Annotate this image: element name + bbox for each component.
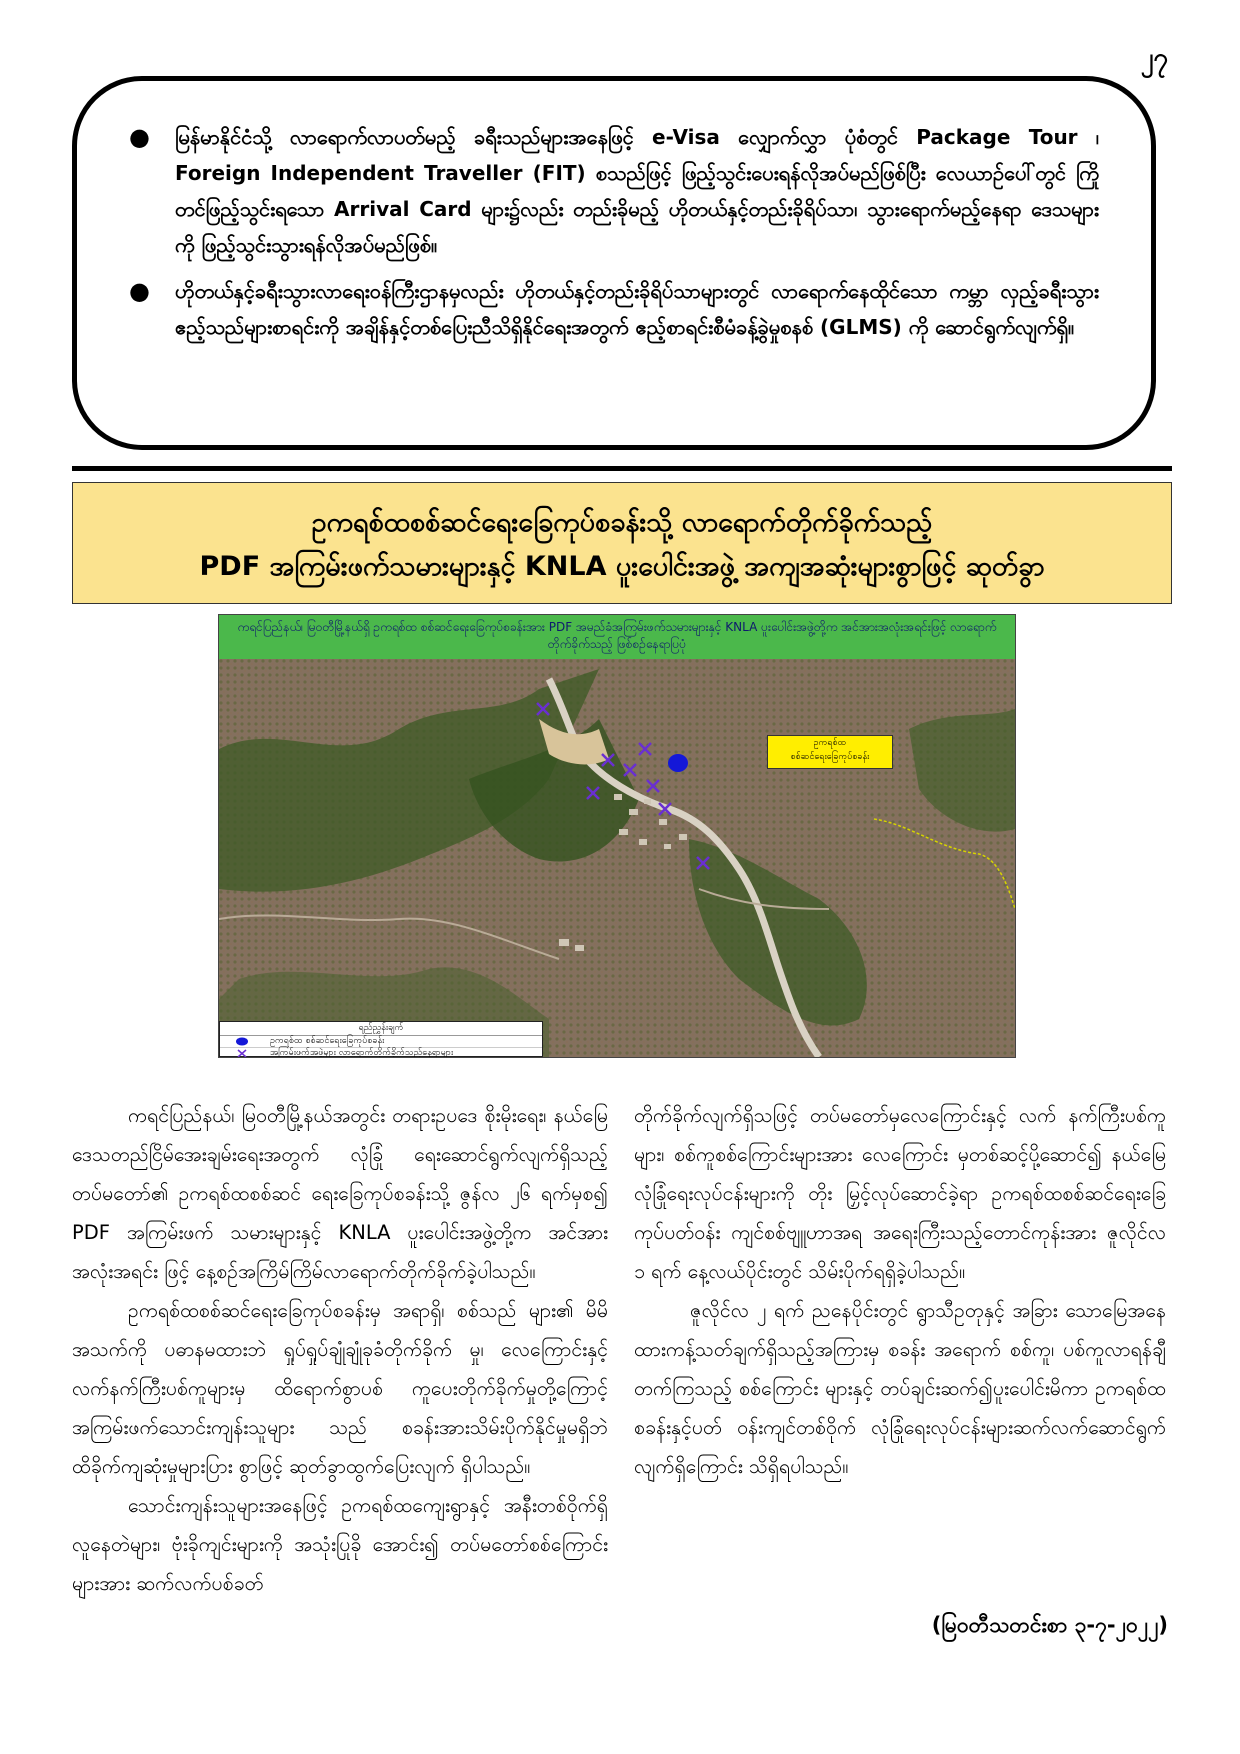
map-figure [218,614,1016,1058]
notice-item [125,273,1099,345]
notice-box [72,76,1156,450]
legend-title: ရည်ညွှန်းချက် [220,1022,542,1036]
cross-marker-icon [232,1049,252,1058]
headline-line-2: PDF အကြမ်းဖက်သမားများနှင့် KNLA ပူးပေါင်းအဖွဲ့ အကျအဆုံးများစွာဖြင့် ဆုတ်ခွာ [199,551,1045,582]
notice-text: ဟိုတယ်နှင့်ခရီးသွားလာရေးဝန်ကြီးဌာနမှလည်း ဟိုတယ်နှင့်တည်းခိုရိပ်သာများတွင် လာရောက်နေထိုင်သော ကမ္ဘာ လှည့်ခရီးသွားဧည့်သည်များစာရင်းကို အချိန်နှင့်တစ်ပြေးညီသိရှိနိုင်ရေးအတွက် ဧည့်စာရင်းစီမံခန့်ခွဲမှုစနစ် (GLMS) ကို ဆောင်ရွက်လျက်ရှိ။ [175,279,1099,339]
article-paragraph: ကရင်ပြည်နယ်၊ မြဝတီမြို့နယ်အတွင်း တရားဥပဒေ စိုးမိုးရေး၊ နယ်မြေဒေသတည်ငြိမ်အေးချမ်းရေးအတွက် လုံခြုံ ရေးဆောင်ရွက်လျက်ရှိသည့် တပ်မတော်၏ ဥကရစ်ထစစ်ဆင် ရေးခြေကုပ်စခန်းသို့ ဇွန်လ ၂၆ ရက်မှစ၍ PDF အကြမ်းဖက် သမားများနှင့် KNLA ပူးပေါင်းအဖွဲ့တို့က အင်အားအလုံးအရင်း ဖြင့် နေ့စဉ်အကြိမ်ကြိမ်လာရောက်တိုက်ခိုက်ခဲ့ပါသည်။ [72,1104,608,1283]
section-divider [72,466,1172,471]
legend-row [220,1036,542,1048]
camp-label-line-1: ဥကရစ်ထ [813,738,847,748]
article-column-right [634,1096,1166,1486]
legend-row [220,1048,542,1058]
map-caption: ကရင်ပြည်နယ်၊ မြဝတီမြို့နယ်ရှိ ဥကရစ်ထ စစ်ဆင်ရေးခြေကုပ်စခန်းအား PDF အမည်ခံအကြမ်းဖက်သမားများနှင့် KNLA ပူးပေါင်းအဖွဲ့တို့က အင်အားအလုံးအရင်းဖြင့် လာရောက်တိုက်ခိုက်သည့် ဖြစ်စဉ်နေရာပြပုံ [219,615,1015,659]
headline-line-1: ဥကရစ်ထစစ်ဆင်ရေးခြေကုပ်စခန်းသို့ လာရောက်တိုက်ခိုက်သည့် [311,507,933,538]
article-paragraph: တိုက်ခိုက်လျက်ရှိသဖြင့် တပ်မတော်မှလေကြောင်းနှင့် လက် နက်ကြီးပစ်ကူများ၊ စစ်ကူစစ်ကြောင်းများအား လေကြောင်း မှတစ်ဆင့်ပို့ဆောင်၍ နယ်မြေလုံခြုံရေးလုပ်ငန်းများကို တိုး မြှင့်လုပ်ဆောင်ခဲ့ရာ ဥကရစ်ထစစ်ဆင်ရေးခြေကုပ်ပတ်ဝန်း ကျင်စစ်ဗျူဟာအရ အရေးကြီးသည့်တောင်ကုန်းအား ဇူလိုင်လ ၁ ရက် နေ့လယ်ပိုင်းတွင် သိမ်းပိုက်ရရှိခဲ့ပါသည်။ [634,1104,1166,1283]
article-paragraph: ဇူလိုင်လ ၂ ရက် ညနေပိုင်းတွင် ရွာသီဥတုနှင့် အခြား သောမြေအနေထားကန့်သတ်ချက်ရှိသည့်အကြားမှ စခန်း အရောက် စစ်ကူ၊ ပစ်ကူလာရန်ချီတက်ကြသည့် စစ်ကြောင်း များနှင့် တပ်ချင်းဆက်၍ပူးပေါင်းမိကာ ဥကရစ်ထစခန်းနှင့်ပတ် ဝန်းကျင်တစ်ဝိုက် လုံခြုံရေးလုပ်ငန်းများဆက်လက်ဆောင်ရွက် လျက်ရှိကြောင်း သိရှိရပါသည်။ [634,1299,1166,1478]
headline-box [72,482,1172,604]
source-citation: (မြဝတီသတင်းစာ ၃-၇-၂၀၂၂) [931,1613,1168,1637]
page-number: ၂၇ [1140,43,1168,73]
blue-dot-icon [232,1037,252,1046]
article-paragraph: သောင်းကျန်းသူများအနေဖြင့် ဥကရစ်ထကျေးရွာနှင့် အနီးတစ်ဝိုက်ရှိ လူနေတဲများ၊ ဗုံးခိုကျင်းများကို အသုံးပြုခို အောင်း၍ တပ်မတော်စစ်ကြောင်းများအား ဆက်လက်ပစ်ခတ် [72,1494,608,1595]
legend-label: အကြမ်းဖက်အဖွဲ့များ လာရောက်တိုက်ခိုက်သည့်နေရာများ [270,1048,454,1058]
camp-label [767,735,893,769]
legend-label: ဥကရစ်ထ စစ်ဆင်ရေးခြေကုပ်စခန်း [270,1036,385,1046]
bullet-icon: ● [129,277,150,305]
article-column-left [72,1096,608,1603]
satellite-map [219,659,1015,1057]
bullet-icon: ● [129,123,150,151]
camp-label-line-2: စစ်ဆင်ရေးခြေကုပ်စခန်း [790,752,870,762]
notice-item [125,119,1099,263]
notice-text: မြန်မာနိုင်ငံသို့ လာရောက်လာပတ်မည့် ခရီးသည်များအနေဖြင့် e-Visa လျှောက်လွှာ ပုံစံတွင် Package Tour ၊ Foreign Independent Traveller (FIT) စသည်ဖြင့် ဖြည့်သွင်းပေးရန်လိုအပ်မည်ဖြစ်ပြီး လေယာဉ်ပေါ်တွင် ကြို တင်ဖြည့်သွင်းရသော Arrival Card များ၌လည်း တည်းခိုမည့် ဟိုတယ်နှင့်တည်းခိုရိပ်သာ၊ သွားရောက်မည့်နေရာ ဒေသများကို ဖြည့်သွင်းသွားရန်လိုအပ်မည်ဖြစ်။ [175,125,1099,257]
map-legend [219,1021,543,1057]
article-paragraph: ဥကရစ်ထစစ်ဆင်ရေးခြေကုပ်စခန်းမှ အရာရှိ၊ စစ်သည် များ၏ မိမိအသက်ကို ပဓာနမထားဘဲ ရှုပ်ရှုပ်ချုံချုံခုခံတိုက်ခိုက် မှု၊ လေကြောင်းနှင့် လက်နက်ကြီးပစ်ကူများမှ ထိရောက်စွာပစ် ကူပေးတိုက်ခိုက်မှုတို့ကြောင့် အကြမ်းဖက်သောင်းကျန်းသူများ သည် စခန်းအားသိမ်းပိုက်နိုင်မှုမရှိဘဲ ထိခိုက်ကျဆုံးမှုများပြား စွာဖြင့် ဆုတ်ခွာထွက်ပြေးလျက် ရှိပါသည်။ [72,1299,608,1478]
